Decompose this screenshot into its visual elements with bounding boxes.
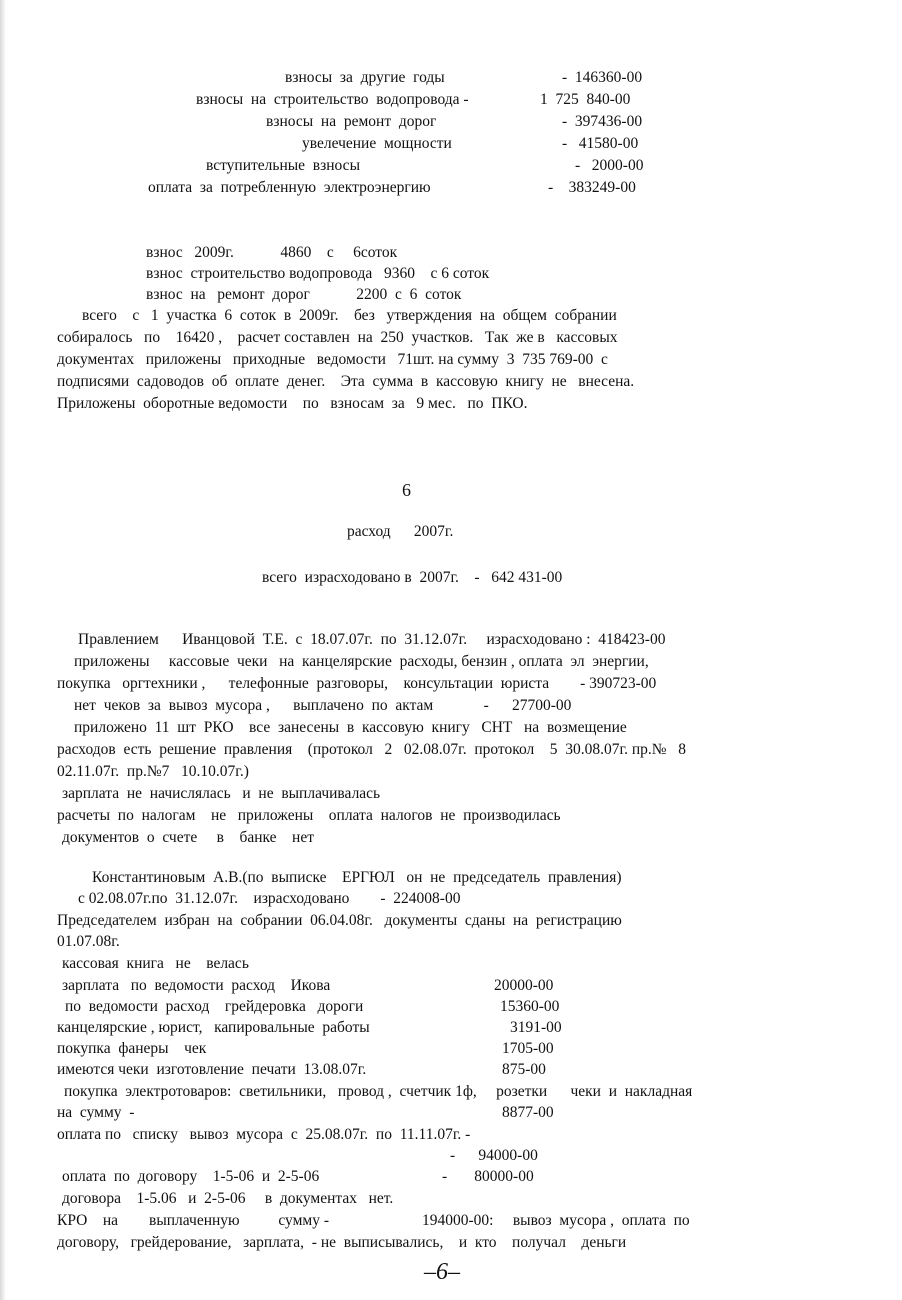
paragraph-line: собиралось по 16420 , расчет составлен на 250 участков. Так же в кассовых <box>57 329 618 346</box>
expense-value: 875-00 <box>502 1061 546 1078</box>
paragraph-line: подписями садоводов об оплате денег. Эта сумма в кассовую книгу не внесена. <box>57 373 635 390</box>
income-label: взносы на ремонт дорог <box>266 113 437 130</box>
konstantinov-line: 01.07.08г. <box>57 933 120 950</box>
ivantsova-line: зарплата не начислялась и не выплачивалась <box>62 785 381 802</box>
final-line: договору, грейдерование, зарплата, - не выписывались, и кто получал деньги <box>57 1234 627 1251</box>
garbage-sum: - 94000-00 <box>450 1147 538 1164</box>
section-title: расход 2007г. <box>347 523 454 540</box>
fee-line: взнос 2009г. 4860 с 6соток <box>146 244 398 261</box>
income-value: - 397436-00 <box>562 113 643 130</box>
total-spent: всего израсходовано в 2007г. - 642 431-00 <box>262 569 563 586</box>
ivantsova-line: расчеты по налогам не приложены оплата налогов не производилась <box>57 807 561 824</box>
konstantinov-line: кассовая книга не велась <box>62 955 249 972</box>
ivantsova-line: нет чеков за вывоз мусора , выплачено по актам - 27700-00 <box>74 697 572 714</box>
income-label: взносы на строительство водопровода - <box>196 91 469 108</box>
ivantsova-line: Правлением Иванцовой Т.Е. с 18.07.07г. по 31.12.07г. израсходовано : 418423-00 <box>78 631 666 648</box>
paragraph-line: Приложены оборотные ведомости по взносам за 9 мес. по ПКО. <box>57 395 528 412</box>
income-label: увелечение мощности <box>302 135 452 152</box>
konstantinov-line: Председателем избран на собрании 06.04.08г. документы сданы на регистрацию <box>57 912 622 929</box>
ivantsova-line: приложено 11 шт РКО все занесены в кассовую книгу СНТ на возмещение <box>74 719 627 736</box>
garbage-line: оплата по списку вывоз мусора с 25.08.07г. по 11.11.07г. - <box>57 1126 471 1143</box>
expense-label: имеются чеки изготовление печати 13.08.07г. <box>57 1061 367 1078</box>
electro-sum-label: на сумму - <box>57 1104 135 1121</box>
handwritten-page-mark: –6– <box>424 1259 460 1285</box>
expense-label: по ведомости расход грейдеровка дороги <box>65 998 364 1015</box>
contract-payment-value: - 80000-00 <box>442 1168 534 1185</box>
ivantsova-line: расходов есть решение правления (протокол 2 02.08.07г. протокол 5 30.08.07г. пр.№ 8 <box>57 741 686 758</box>
expense-value: 1705-00 <box>502 1040 554 1057</box>
paragraph-line: всего с 1 участка 6 соток в 2009г. без утверждения на общем собрании <box>82 307 617 324</box>
section-number: 6 <box>402 480 411 500</box>
fee-line: взнос строительство водопровода 9360 с 6 соток <box>146 265 490 282</box>
expense-value: 3191-00 <box>510 1019 562 1036</box>
electro-sum-value: 8877-00 <box>502 1104 554 1121</box>
expense-value: 20000-00 <box>494 977 554 994</box>
fee-line: взнос на ремонт дорог 2200 с 6 соток <box>146 286 462 303</box>
income-label: вступительные взносы <box>206 157 360 174</box>
income-value: - 146360-00 <box>562 69 643 86</box>
paragraph-line: документах приложены приходные ведомости 71шт. на сумму 3 735 769-00 с <box>57 351 608 368</box>
ivantsova-line: 02.11.07г. пр.№7 10.10.07г.) <box>57 763 249 780</box>
expense-value: 15360-00 <box>500 998 560 1015</box>
contracts-missing: договора 1-5.06 и 2-5-06 в документах нет. <box>62 1190 394 1207</box>
contract-payment-label: оплата по договору 1-5-06 и 2-5-06 <box>62 1168 320 1185</box>
scan-edge <box>0 0 6 1300</box>
income-label: оплата за потребленную электроэнергию <box>148 179 431 196</box>
income-value: 1 725 840-00 <box>540 91 631 108</box>
ivantsova-line: приложены кассовые чеки на канцелярские расходы, бензин , оплата эл энергии, <box>74 653 649 670</box>
income-value: - 2000-00 <box>575 157 644 174</box>
ivantsova-line: покупка оргтехники , телефонные разговоры, консультации юриста - 390723-00 <box>57 675 657 692</box>
expense-label: зарплата по ведомости расход Икова <box>62 977 331 994</box>
income-value: - 383249-00 <box>548 179 636 196</box>
income-value: - 41580-00 <box>562 135 639 152</box>
konstantinov-line: Константиновым А.В.(по выписке ЕРГЮЛ он не председатель правления) <box>92 869 622 886</box>
kro-line: КРО на выплаченную сумму - 194000-00: вывоз мусора , оплата по <box>57 1212 690 1229</box>
income-label: взносы за другие годы <box>285 69 445 86</box>
konstantinov-line: с 02.08.07г.по 31.12.07г. израсходовано - 224008-00 <box>78 890 461 907</box>
expense-label: канцелярские , юрист, капировальные работы <box>57 1019 370 1036</box>
ivantsova-line: документов о счете в банке нет <box>62 829 314 846</box>
expense-label: покупка фанеры чек <box>57 1040 207 1057</box>
electro-line: покупка электротоваров: светильники, провод , счетчик 1ф, розетки чеки и накладная <box>64 1083 693 1100</box>
